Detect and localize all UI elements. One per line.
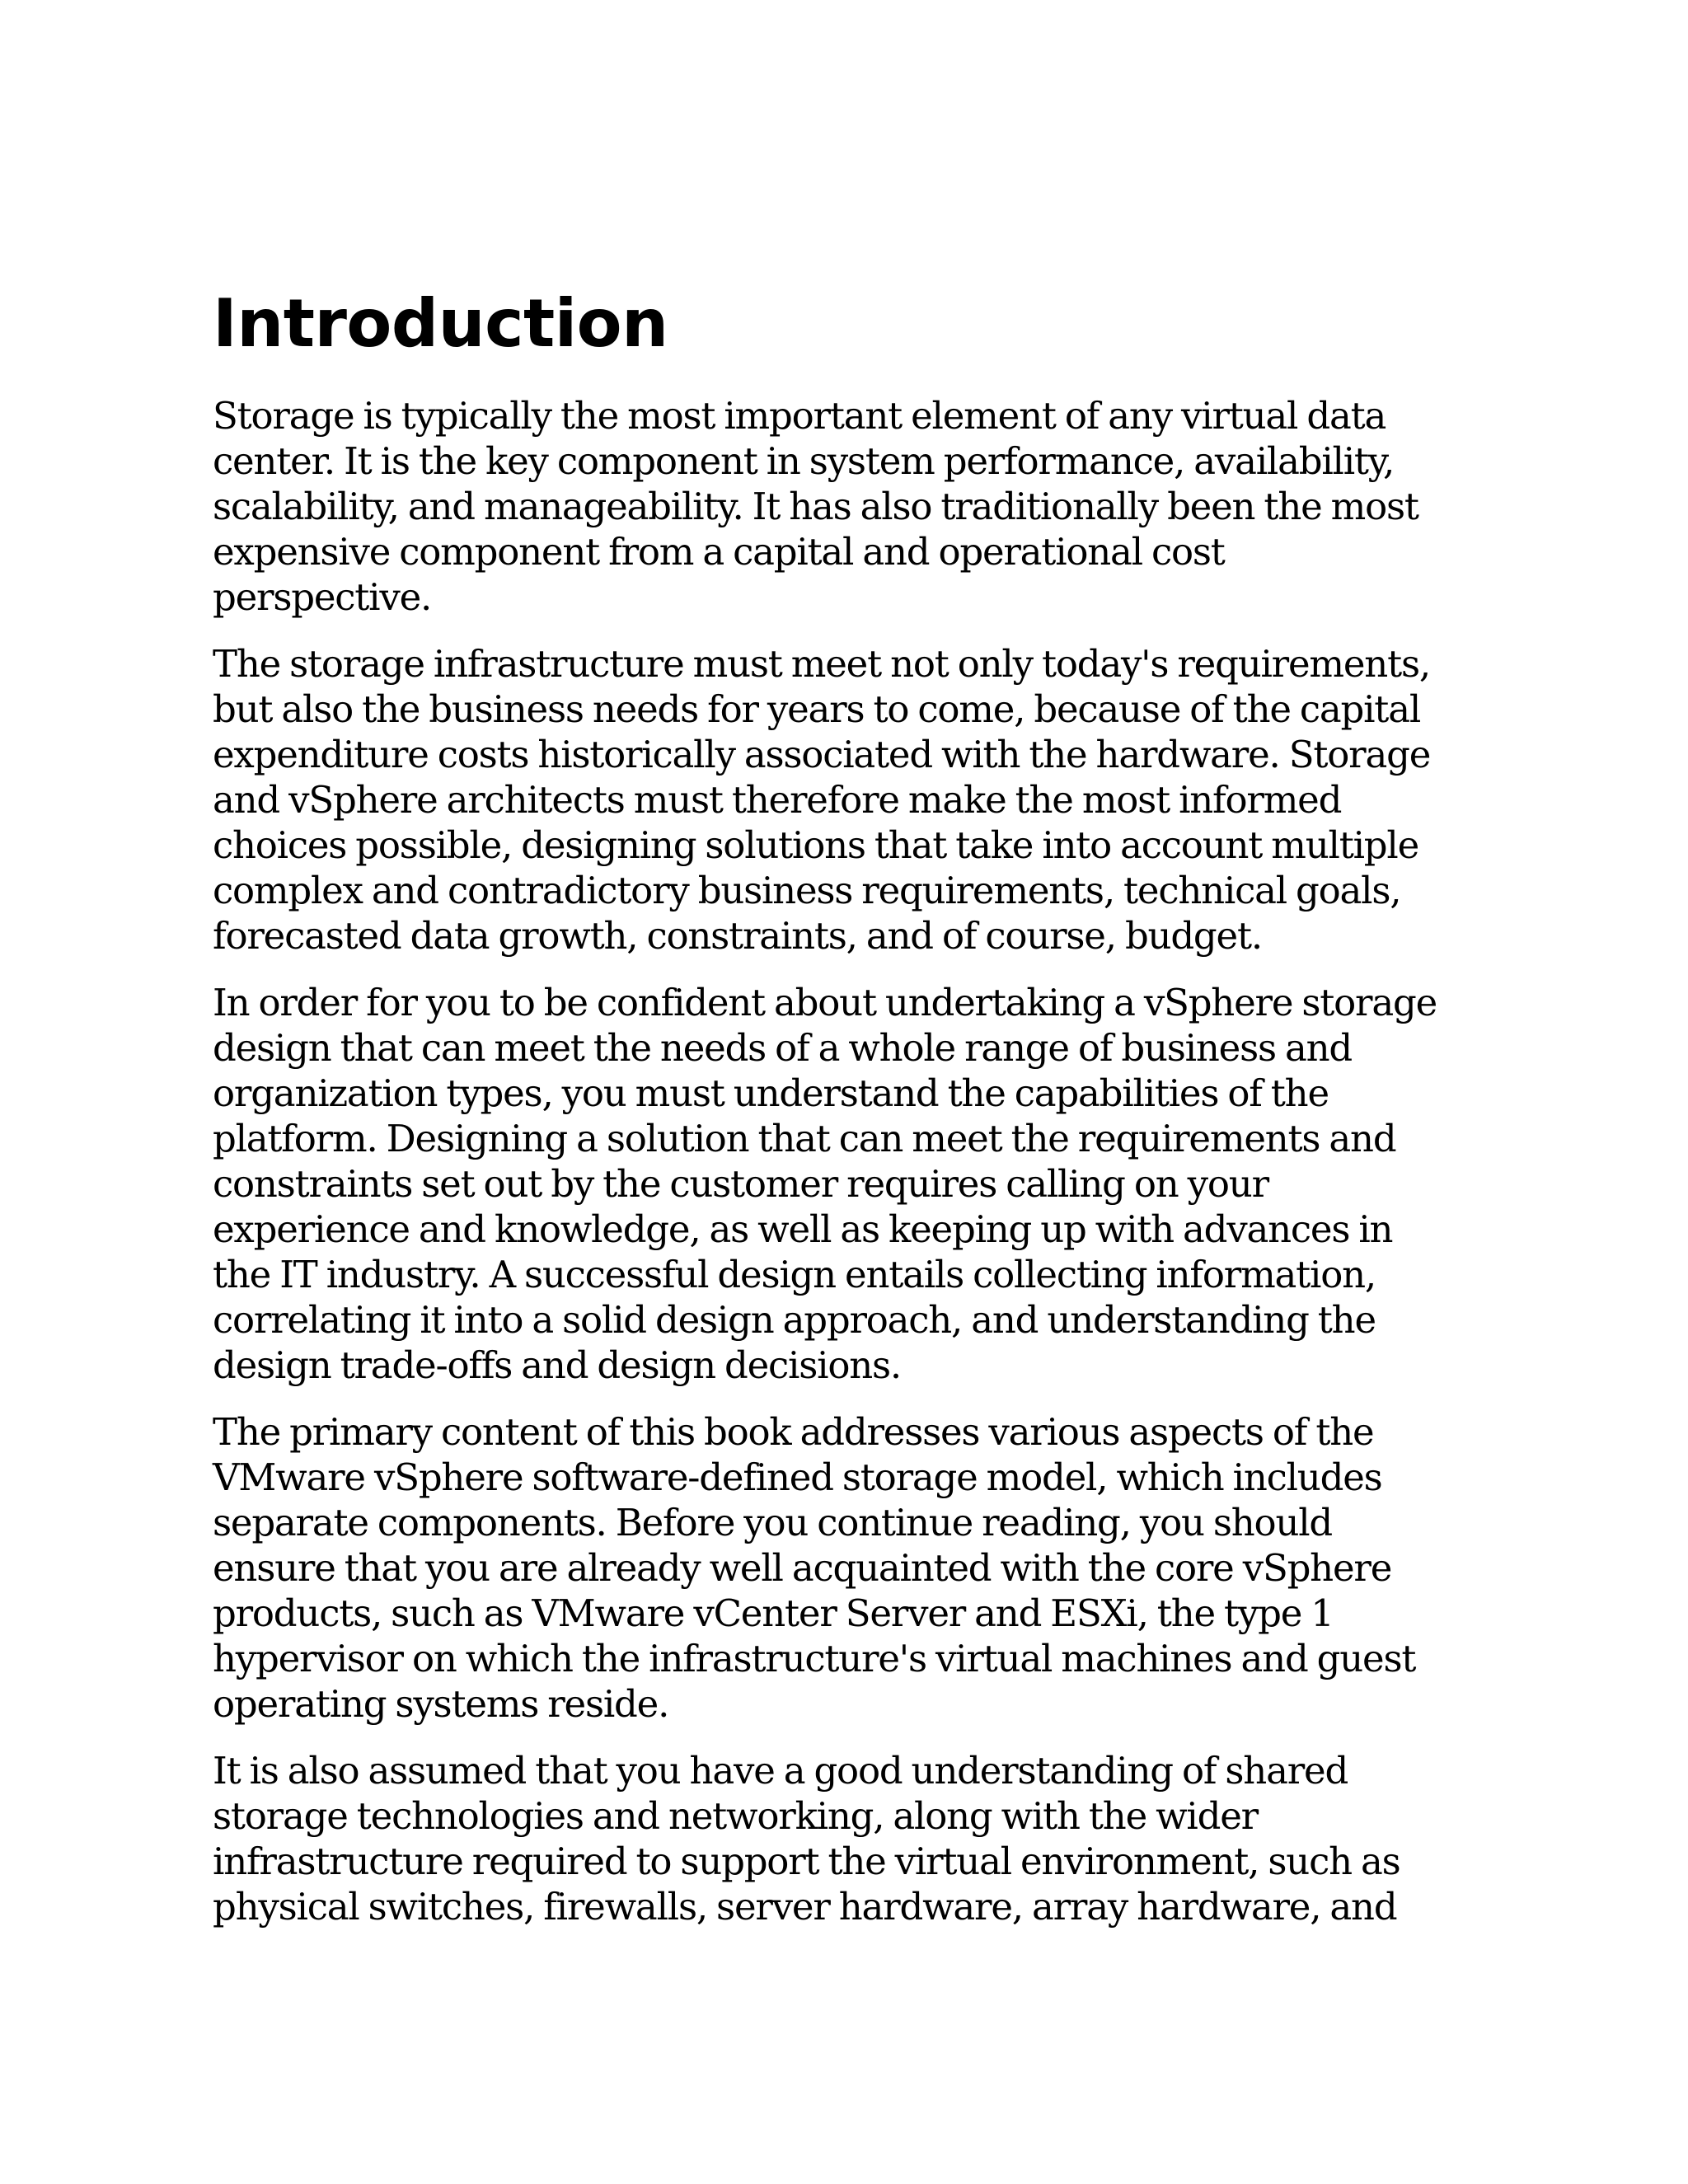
text-line: expenditure costs historically associated with the hardware. Storage xyxy=(213,733,1431,776)
text-line: center. It is the key component in system performance, availability, xyxy=(213,439,1395,483)
text-line: physical switches, firewalls, server hardware, array hardware, and xyxy=(213,1885,1397,1929)
text-line: Storage is typically the most important element of any virtual data xyxy=(213,394,1386,438)
text-line: separate components. Before you continue reading, you should xyxy=(213,1501,1333,1544)
text-line: choices possible, designing solutions that take into account multiple xyxy=(213,823,1418,867)
text-line: ensure that you are already well acquainted with the core vSphere xyxy=(213,1546,1392,1590)
text-line: correlating it into a solid design approach, and understanding the xyxy=(213,1298,1376,1342)
text-line: and vSphere architects must therefore make the most informed xyxy=(213,778,1342,822)
text-line: organization types, you must understand the capabilities of the xyxy=(213,1071,1329,1115)
text-line: the IT industry. A successful design entails collecting information, xyxy=(213,1253,1376,1296)
text-line: but also the business needs for years to come, because of the capital xyxy=(213,687,1421,731)
text-line: In order for you to be confident about undertaking a vSphere storage xyxy=(213,981,1437,1024)
text-line: constraints set out by the customer requires calling on your xyxy=(213,1162,1268,1206)
text-line: forecasted data growth, constraints, and of course, budget. xyxy=(213,914,1262,958)
paragraph-5 xyxy=(213,1748,1482,1929)
text-line: VMware vSphere software-defined storage model, which includes xyxy=(213,1455,1382,1499)
text-line: infrastructure required to support the virtual environment, such as xyxy=(213,1840,1400,1883)
text-line: products, such as VMware vCenter Server and ESXi, the type 1 xyxy=(213,1591,1334,1635)
paragraph-2 xyxy=(213,641,1482,958)
text-line: The storage infrastructure must meet not only today's requirements, xyxy=(213,642,1430,686)
page-title: Introduction xyxy=(213,285,668,362)
text-line: scalability, and manageability. It has also traditionally been the most xyxy=(213,485,1418,528)
text-line: platform. Designing a solution that can meet the requirements and xyxy=(213,1117,1396,1160)
paragraph-4 xyxy=(213,1409,1482,1727)
paragraph-1 xyxy=(213,393,1482,620)
text-line: expensive component from a capital and operational cost xyxy=(213,530,1225,574)
text-line: perspective. xyxy=(213,575,432,619)
text-line: It is also assumed that you have a good understanding of shared xyxy=(213,1749,1348,1793)
text-line: operating systems reside. xyxy=(213,1682,669,1726)
text-line: storage technologies and networking, along with the wider xyxy=(213,1794,1258,1838)
text-line: design that can meet the needs of a whole range of business and xyxy=(213,1026,1352,1070)
text-line: The primary content of this book addresses various aspects of the xyxy=(213,1410,1374,1454)
text-line: complex and contradictory business requirements, technical goals, xyxy=(213,869,1401,912)
text-line: design trade-offs and design decisions. xyxy=(213,1343,902,1387)
paragraph-3 xyxy=(213,980,1482,1388)
text-line: hypervisor on which the infrastructure's virtual machines and guest xyxy=(213,1637,1416,1680)
text-line: experience and knowledge, as well as keeping up with advances in xyxy=(213,1207,1393,1251)
document-page xyxy=(213,284,1482,1951)
